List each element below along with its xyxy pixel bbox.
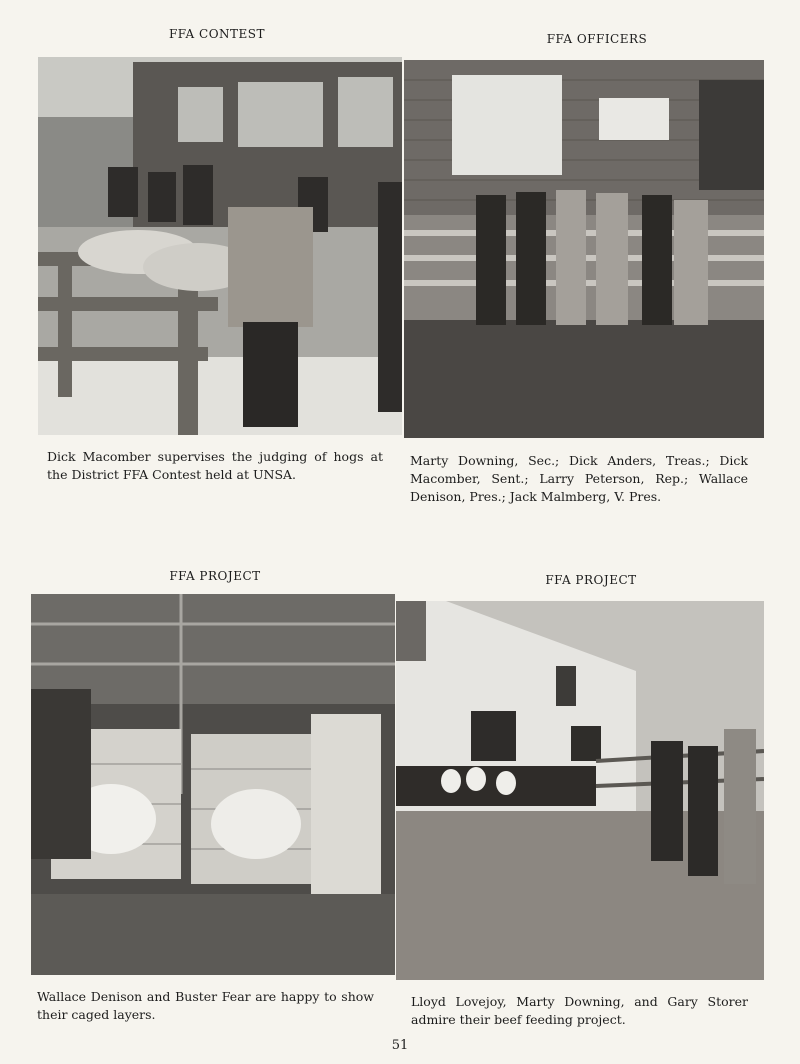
caption-hog-judging: Dick Macomber supervises the judging of hogs at the District FFA Contest held at UNSA. [47, 449, 383, 482]
section-heading-contest: FFA CONTEST [168, 27, 266, 41]
photo-hog-judging [38, 57, 402, 435]
section-heading-project-beef: FFA PROJECT [545, 573, 637, 587]
section-heading-project-layers: FFA PROJECT [169, 569, 261, 583]
page-number: 51 [391, 1038, 409, 1053]
photo-caged-layers [31, 594, 395, 975]
photo-beef-feeding [396, 601, 764, 980]
caption-ffa-officers: Marty Downing, Sec.; Dick Anders, Treas.; Dick Macomber, Sent.; Larry Peterson, Rep.; Wallace Denison, Pres.; Jack Malmberg, V. Pres. [410, 453, 748, 504]
caption-beef-feeding: Lloyd Lovejoy, Marty Downing, and Gary Storer admire their beef feeding project. [411, 994, 748, 1027]
photo-ffa-officers [404, 60, 764, 438]
section-heading-officers: FFA OFFICERS [546, 32, 648, 46]
caption-caged-layers: Wallace Denison and Buster Fear are happy to show their caged layers. [37, 989, 374, 1022]
